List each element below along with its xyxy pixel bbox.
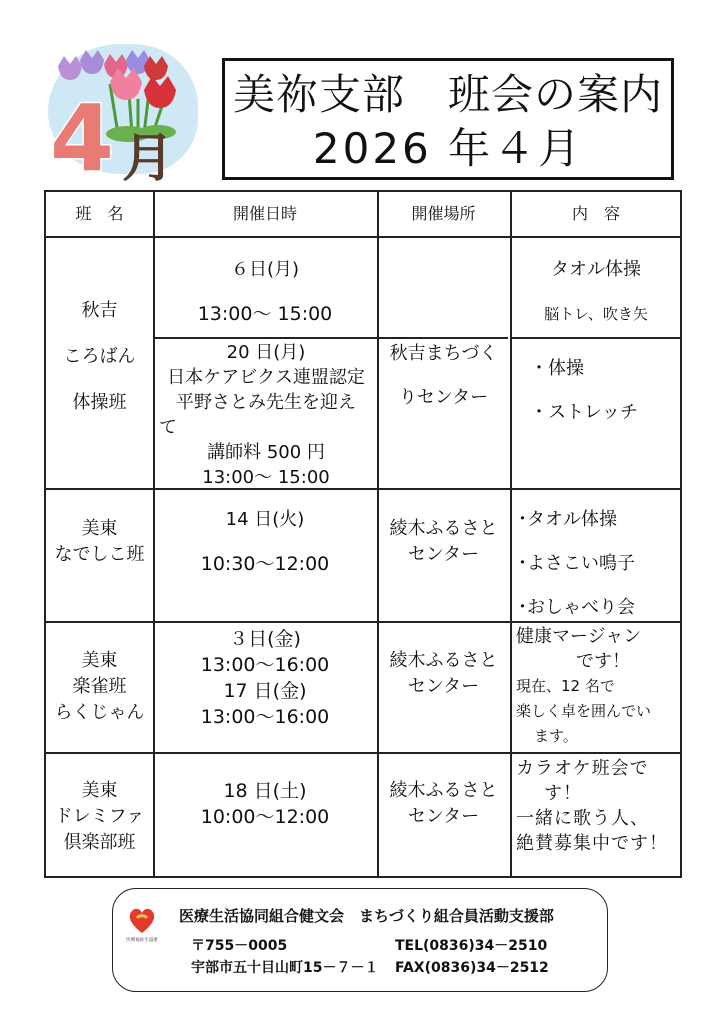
place-line: 綾木ふるさと — [389, 780, 498, 801]
time-line: 10:30～12:00 — [200, 553, 330, 575]
address: 宇部市五十目山町15－７－１ — [191, 960, 379, 976]
content-line: 絶賛募集中です！ — [516, 833, 668, 854]
content-line: ・ストレッチ — [530, 402, 638, 423]
content-line: タオル体操 — [551, 259, 641, 280]
date-line: 20 日(月) — [226, 342, 306, 363]
time-line: 13:00～16:00 — [200, 706, 330, 728]
row2-place — [377, 516, 510, 568]
content-line: 一緒に歌う人、 — [516, 808, 649, 829]
place-line: センター — [407, 806, 480, 827]
time-line: 13:00～ 15:00 — [202, 467, 330, 488]
group-line: ドレミファ — [54, 806, 145, 827]
place-line: 綾木ふるさと — [389, 518, 498, 539]
row3-group — [46, 648, 153, 726]
row2-group — [46, 516, 153, 568]
note-line: 平野さとみ先生を迎え — [176, 392, 356, 413]
fee-line: 講師料 500 円 — [207, 442, 325, 463]
header-place: 開催場所 — [411, 204, 476, 223]
row4-group — [46, 778, 153, 856]
row3-place — [377, 648, 510, 700]
date-line: 14 日(火) — [225, 509, 305, 530]
heart-logo-icon — [125, 903, 159, 943]
header-content: 内 容 — [571, 204, 620, 223]
content-line: 楽しく卓を囲んでい — [516, 702, 652, 720]
content-line: 健康マージャン — [516, 626, 642, 647]
row2-datetime — [153, 498, 377, 586]
content-line: カラオケ班会で — [516, 758, 649, 779]
group-line: 美東 — [81, 518, 118, 539]
place-line: 秋吉まちづく — [389, 343, 498, 364]
row1-place — [377, 332, 510, 420]
content-line: ･おしゃべり会 — [518, 597, 635, 618]
row1-session1-content — [510, 248, 682, 336]
group-line: 美東 — [81, 780, 118, 801]
month-kanji: 月 — [122, 129, 175, 184]
tulip-illustration — [48, 44, 198, 184]
month-badge — [48, 44, 198, 184]
group-line: 楽雀班 — [72, 676, 127, 697]
note-line: 日本ケアビクス連盟認定 — [167, 367, 365, 388]
place-line: センター — [407, 544, 480, 565]
logo-caption: 医療福祉生協連 — [126, 938, 158, 943]
group-line: 美東 — [81, 650, 118, 671]
group-line: なでしこ班 — [54, 544, 145, 565]
time-line: 10:00～12:00 — [200, 806, 330, 828]
date-line: 18 日(土) — [223, 780, 307, 802]
footer-contact-box — [112, 888, 608, 992]
row4-datetime — [153, 778, 377, 830]
note-line: て — [159, 417, 177, 438]
row3-datetime — [153, 626, 377, 730]
group-line: 倶楽部班 — [63, 832, 136, 853]
month-number: 4 — [50, 85, 115, 184]
content-line: す！ — [544, 783, 582, 804]
time-line: 13:00～ 15:00 — [197, 303, 333, 325]
title-box — [222, 58, 674, 180]
content-line: です！ — [576, 651, 630, 672]
row4-content — [516, 756, 680, 856]
row1-session1-datetime — [153, 248, 377, 336]
row1-group — [46, 288, 153, 426]
row4-place — [377, 778, 510, 830]
telephone: TEL(0836)34－2510 — [395, 938, 548, 954]
group-line: 秋吉 — [81, 300, 118, 321]
row1-session2-datetime — [155, 340, 377, 490]
row2-content — [518, 498, 680, 630]
date-line: 17 日(金) — [223, 680, 307, 702]
postal-code: 〒755－0005 — [191, 938, 288, 954]
schedule-table — [44, 190, 682, 878]
content-line: ･タオル体操 — [518, 509, 617, 530]
content-line: ・体操 — [530, 358, 584, 379]
content-line: ･よさこい鳴子 — [518, 553, 635, 574]
time-line: 13:00～16:00 — [200, 654, 330, 676]
group-line: ころばん — [63, 346, 136, 367]
place-line: 綾木ふるさと — [389, 650, 498, 671]
fax: FAX(0836)34－2512 — [395, 960, 549, 976]
date-line: ６日(月) — [230, 259, 300, 280]
row1-session2-content — [530, 347, 680, 435]
content-line: 脳トレ、吹き矢 — [544, 305, 648, 323]
row3-content — [516, 624, 680, 749]
group-line: らくじゃん — [54, 702, 145, 723]
content-line: ます。 — [534, 727, 578, 745]
page-title: 美祢支部 班会の案内 — [232, 70, 663, 119]
date-line: ３日(金) — [229, 628, 301, 650]
group-line: 体操班 — [72, 392, 127, 413]
page-subtitle-date: 2026 年４月 — [312, 124, 584, 173]
content-line: 現在、12 名で — [516, 677, 615, 695]
organization-name: 医療生活協同組合健文会 まちづくり組合員活動支援部 — [179, 907, 554, 925]
place-line: りセンター — [398, 387, 489, 408]
header-group: 班 名 — [75, 204, 124, 223]
header-datetime: 開催日時 — [232, 204, 297, 223]
place-line: センター — [407, 676, 480, 697]
